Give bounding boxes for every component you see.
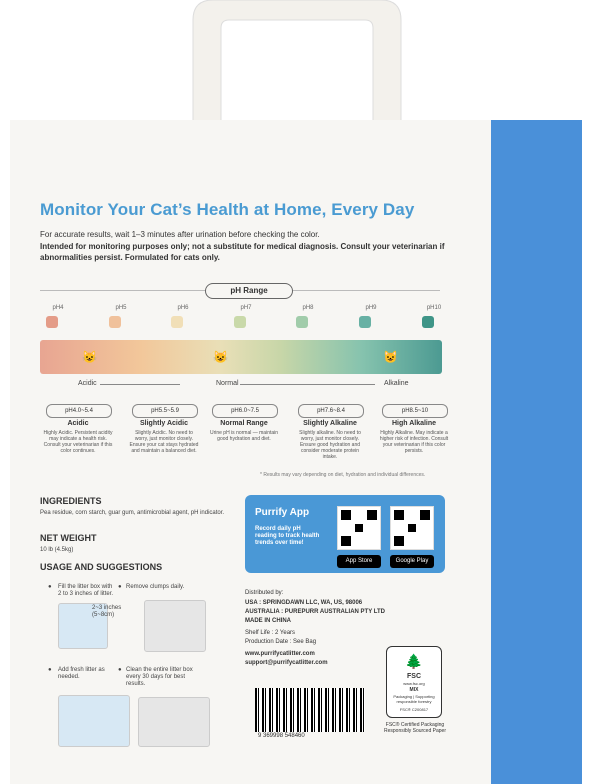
- ph-category-title: Slightly Acidic: [140, 420, 188, 427]
- pour-litter-illustration: [58, 695, 130, 747]
- swatch-label: pH6: [177, 305, 189, 311]
- ph-range-label: pH Range: [205, 283, 293, 299]
- ph-swatch: [171, 316, 183, 328]
- usage-step: Fill the litter box with 2 to 3 inches of litter.: [58, 584, 114, 597]
- usage-dimension: 2~3 inches (5~8cm): [92, 605, 122, 618]
- shelf-life: Shelf Life : 2 Years: [245, 630, 296, 636]
- usage-step: Add fresh litter as needed.: [58, 667, 105, 680]
- net-weight-title: NET WEIGHT: [40, 533, 97, 543]
- ph-category-desc: Highly Acidic. Persistent acidity may indicate a health risk. Consult your veterinarian if this color continues.: [43, 430, 113, 454]
- tree-icon: 🌲: [405, 653, 423, 669]
- fsc-mix: MIX: [409, 687, 419, 693]
- app-desc: Record daily pH reading to track health trends over time!: [255, 526, 320, 546]
- bullet-icon: ●: [118, 667, 122, 673]
- usage-step: Clean the entire litter box every 30 days for best results.: [126, 667, 193, 687]
- distributor-title: Distributed by:: [245, 590, 284, 596]
- ingredients-title: INGREDIENTS: [40, 496, 102, 506]
- axis-acidic: Acidic: [78, 380, 97, 387]
- fsc-url: www.fsc.org: [403, 681, 425, 686]
- cat-face-icon: 😺: [383, 350, 398, 364]
- cat-face-icon: 😺: [82, 350, 97, 364]
- email-link[interactable]: support@purrifycatlitter.com: [245, 660, 328, 666]
- ph-swatch: [46, 316, 58, 328]
- ph-range-pill: pH8.5~10: [382, 404, 448, 418]
- ph-swatch: [109, 316, 121, 328]
- website-link[interactable]: www.purrifycatlitter.com: [245, 651, 315, 657]
- google-play-badge[interactable]: Google Play: [390, 555, 434, 568]
- distributor-australia: AUSTRALIA : PUREPURR AUSTRALIAN PTY LTD: [245, 609, 385, 615]
- ph-range-pill: pH4.0~5.4: [46, 404, 112, 418]
- distributor-usa: USA : SPRINGDAWN LLC, WA, US, 98006: [245, 600, 363, 606]
- axis-normal: Normal: [216, 380, 239, 387]
- bag-handle: [183, 0, 411, 140]
- ph-category-desc: Slightly alkaline. No need to worry, just monitor closely. Ensure good hydration and consider moderate protein intake.: [299, 430, 361, 460]
- usage-title: USAGE AND SUGGESTIONS: [40, 562, 163, 572]
- fsc-caption: FSC® Certified Packaging Responsibly Sourced Paper: [384, 722, 446, 734]
- usage-step: Remove clumps daily.: [126, 584, 185, 590]
- net-weight-value: 10 lb (4.5kg): [40, 547, 74, 553]
- swatch-label: pH4: [52, 305, 64, 311]
- ph-category-title: High Alkaline: [391, 420, 437, 427]
- ph-category-desc: Highly Alkaline. May indicate a higher risk of infection. Consult your veterinarian if this color persists.: [379, 430, 449, 454]
- barcode: [255, 688, 365, 732]
- fsc-logo: [386, 646, 442, 718]
- ph-swatch: [422, 316, 434, 328]
- ph-category-desc: Slightly Acidic. No need to worry, just monitor closely. Ensure your cat stays hydrated and maintain a balanced diet.: [129, 430, 199, 454]
- ph-category-title: Normal Range: [220, 420, 268, 427]
- fsc-code: FSC® C200817: [399, 707, 429, 712]
- barcode-number: 9 369998 548460: [258, 733, 305, 739]
- bullet-icon: ●: [118, 584, 122, 590]
- results-note: * Results may vary depending on diet, hydration and individual differences.: [260, 472, 426, 478]
- ph-swatch: [359, 316, 371, 328]
- production-date: Production Date : See Bag: [245, 639, 317, 645]
- swatch-label: pH10: [426, 305, 442, 311]
- headline: Monitor Your Cat’s Health at Home, Every Day: [40, 200, 415, 219]
- axis-arrow: [100, 384, 180, 385]
- ph-range-pill: pH7.6~8.4: [298, 404, 364, 418]
- ph-range-pill: pH6.0~7.5: [212, 404, 278, 418]
- bullet-icon: ●: [48, 584, 52, 590]
- cat-face-icon: 😺: [213, 350, 228, 364]
- bag-side-panel: [491, 120, 582, 784]
- swatch-label: pH5: [115, 305, 127, 311]
- ingredients-text: Pea residue, corn starch, guar gum, antimicrobial agent, pH indicator.: [40, 510, 225, 516]
- disclaimer-text: Intended for monitoring purposes only; not a substitute for medical diagnosis. Consult your veterinarian if abnormalities persist. Formulated for cats only.: [40, 242, 445, 262]
- ph-category-desc: Urine pH is normal — maintain good hydration and diet.: [209, 430, 279, 442]
- instructions-text: For accurate results, wait 1–3 minutes after urination before checking the color.: [40, 230, 320, 239]
- ph-swatch: [296, 316, 308, 328]
- ph-gradient-bar: [40, 340, 442, 374]
- axis-arrow: [240, 384, 375, 385]
- bullet-icon: ●: [48, 667, 52, 673]
- app-title: Purrify App: [255, 507, 310, 518]
- swatch-label: pH7: [240, 305, 252, 311]
- ph-category-title: Slightly Alkaline: [303, 420, 357, 427]
- clean-box-illustration: [138, 697, 210, 747]
- fsc-title: FSC: [407, 673, 421, 680]
- qr-code-icon[interactable]: [390, 506, 434, 550]
- axis-alkaline: Alkaline: [384, 380, 409, 387]
- made-in: MADE IN CHINA: [245, 618, 291, 624]
- ph-category-title: Acidic: [67, 420, 89, 427]
- ph-swatch: [234, 316, 246, 328]
- ph-range-pill: pH5.5~5.9: [132, 404, 198, 418]
- app-store-badge[interactable]: App Store: [337, 555, 381, 568]
- scoop-illustration: [144, 600, 206, 652]
- fsc-paper: Packaging | Supporting responsible forestry: [393, 694, 435, 704]
- swatch-label: pH8: [302, 305, 314, 311]
- qr-code-icon[interactable]: [337, 506, 381, 550]
- swatch-label: pH9: [365, 305, 377, 311]
